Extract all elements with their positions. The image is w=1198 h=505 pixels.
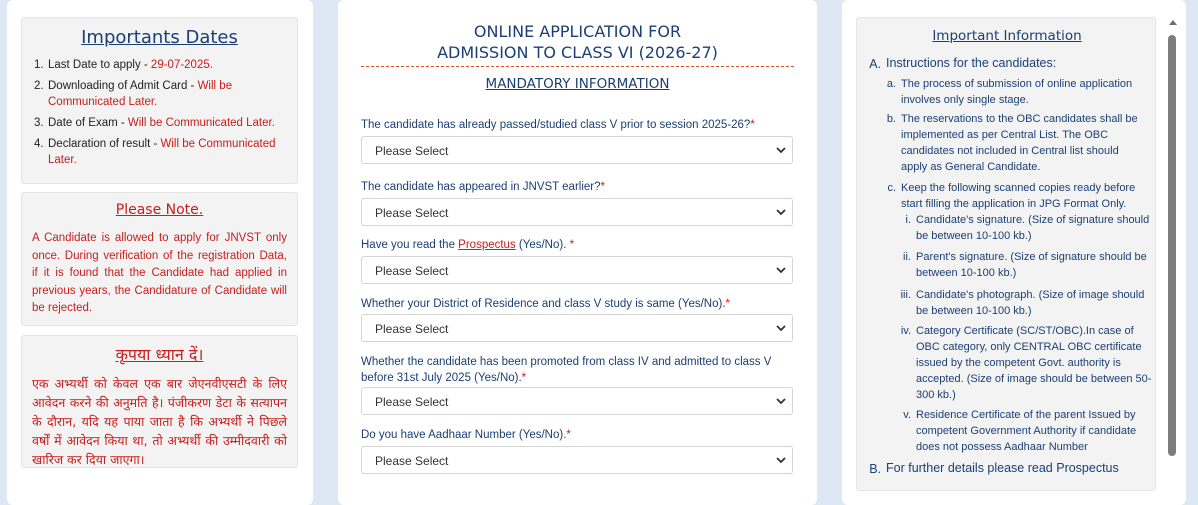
date-label: Date of Exam - <box>48 117 128 129</box>
date-value: Will be Communicated Later. <box>127 117 275 129</box>
question-text: The candidate has already passed/studied class V prior to session 2025-26? <box>361 119 751 131</box>
question-text: Whether the candidate has been promoted from class IV and admitted to class V before 31st July 2025 (Yes/No). <box>361 356 772 384</box>
question-text: The candidate has appeared in JNVST earlier? <box>361 181 601 193</box>
select-aadhaar[interactable] <box>361 446 793 474</box>
list-number: 4. <box>34 138 44 150</box>
chevron-down-icon <box>775 206 787 218</box>
select-value: Please Select <box>375 206 449 220</box>
chevron-down-icon <box>775 144 787 156</box>
question-read-prospectus-label <box>361 237 781 253</box>
select-read-prospectus[interactable] <box>361 256 793 284</box>
left-panel <box>7 0 313 505</box>
text-line: candidates not included in Central list should <box>901 145 1119 157</box>
text-line: Residence Certificate of the parent Issued by <box>916 409 1136 421</box>
text-line: OBC category, only CENTRAL OBC certificate <box>916 341 1142 353</box>
important-dates-list <box>34 57 289 168</box>
important-dates-title: Importants Dates <box>81 27 238 48</box>
hindi-note-title: कृपया ध्यान दें। <box>115 345 204 364</box>
select-value: Please Select <box>375 264 449 278</box>
required-star: * <box>725 298 731 310</box>
text-line: Candidate's photograph. (Size of image should <box>916 289 1145 301</box>
question-aadhaar-label <box>361 427 781 443</box>
question-appeared-jnvst-label <box>361 179 781 195</box>
item-v-mark: v. <box>903 409 911 421</box>
date-value: Will be Communicated Later. <box>48 138 276 166</box>
chevron-down-icon <box>775 322 787 334</box>
required-star: * <box>600 181 606 193</box>
item-a-mark: a. <box>886 78 896 90</box>
text-line: The process of submission of online application <box>901 78 1133 90</box>
hindi-note-text: एक अभ्यर्थी को केवल एक बार जेएनवीएसटी के लिए आवेदन करने की अनुमति है। पंजीकरण डेटा के सत्यापन के दौरान, यदि यह पाया जाता है कि अभ्यर्थी ने पिछले वर्षों में आवेदन किया था, तो अभ्यर्थी की उम्मीदवारी को खारिज कर दिया जाएगा। <box>32 376 287 467</box>
please-note-box <box>21 192 298 326</box>
important-information-panel <box>842 0 1186 505</box>
required-star: * <box>521 372 527 384</box>
chevron-down-icon <box>775 454 787 466</box>
date-value: Will be Communicated Later. <box>48 80 233 108</box>
item-v-text <box>916 407 1156 455</box>
text-line: be between 10-100 kb.) <box>916 305 1032 317</box>
select-district-same[interactable] <box>361 314 793 342</box>
text-line: start filling the application in JPG Format Only. <box>901 198 1127 210</box>
mandatory-information-title: MANDATORY INFORMATION <box>485 76 670 92</box>
select-value: Please Select <box>375 322 449 336</box>
item-b-mark: b. <box>886 113 896 125</box>
select-value: Please Select <box>375 454 449 468</box>
list-number: 2. <box>34 80 44 92</box>
question-text: (Yes/No). <box>515 239 570 251</box>
date-item-result <box>34 136 289 168</box>
select-promoted-class-iv[interactable] <box>361 387 793 415</box>
question-district-same-label <box>361 296 781 312</box>
item-i-text <box>916 212 1156 244</box>
text-line: Keep the following scanned copies ready before <box>901 182 1136 194</box>
application-form-panel <box>338 0 817 505</box>
form-title <box>338 21 817 63</box>
text-line: apply as General Candidate. <box>901 161 1041 173</box>
item-a-text <box>901 76 1153 108</box>
important-dates-box <box>21 17 298 184</box>
item-i-mark: i. <box>905 214 911 226</box>
text-line: between 10-100 kb.) <box>916 267 1017 279</box>
item-c-text <box>901 180 1153 212</box>
date-value: 29-07-2025. <box>150 59 213 71</box>
select-appeared-jnvst[interactable] <box>361 198 793 226</box>
date-label: Declaration of result - <box>48 138 161 150</box>
select-value: Please Select <box>375 395 449 409</box>
item-ii-mark: ii. <box>903 251 911 263</box>
date-item-admit-card <box>34 78 289 110</box>
section-b-mark: B. <box>869 462 881 476</box>
form-title-line-1: ONLINE APPLICATION FOR <box>473 22 682 41</box>
select-passed-class-v[interactable] <box>361 136 793 164</box>
chevron-down-icon <box>775 395 787 407</box>
please-note-text: A Candidate is allowed to apply for JNVST only once. During verification of the registration Data, if it is found that the Candidate had applied in previous years, the Candidature of Candidate will be rejected. <box>32 232 287 314</box>
question-passed-class-v-label <box>361 117 781 133</box>
section-a-title: Instructions for the candidates: <box>886 56 1057 70</box>
important-information-title: Important Information <box>932 28 1082 44</box>
item-iii-mark: iii. <box>900 289 911 301</box>
item-iv-mark: iv. <box>900 325 911 337</box>
important-information-box <box>856 17 1156 491</box>
text-line: be between 10-100 kb.) <box>916 230 1032 242</box>
text-line: involves only single stage. <box>901 94 1029 106</box>
date-item-last-date <box>34 57 289 73</box>
select-value: Please Select <box>375 144 449 158</box>
text-line: The reservations to the OBC candidates shall be <box>901 113 1138 125</box>
list-number: 1. <box>34 59 44 71</box>
text-line: Category Certificate (SC/ST/OBC).In case of <box>916 325 1134 337</box>
question-text: Whether your District of Residence and class V study is same (Yes/No). <box>361 298 726 310</box>
list-number: 3. <box>34 117 44 129</box>
section-b-title: For further details please read Prospectus <box>886 461 1119 475</box>
text-line: 300 kb.) <box>916 389 956 401</box>
item-b-text <box>901 111 1153 175</box>
text-line: issued by the competent Govt. authority is <box>916 357 1121 369</box>
text-line: implemented as per Central List. The OBC <box>901 129 1109 141</box>
item-iv-text <box>916 323 1156 403</box>
date-item-exam <box>34 115 289 131</box>
date-label: Downloading of Admit Card - <box>48 80 198 92</box>
hindi-note-box <box>21 335 298 468</box>
please-note-title: Please Note. <box>115 202 204 218</box>
question-promoted-class-iv-label <box>361 354 781 386</box>
text-line: Parent's signature. (Size of signature should be <box>916 251 1147 263</box>
scroll-up-arrow-icon[interactable] <box>1168 18 1178 26</box>
chevron-down-icon <box>775 264 787 276</box>
scrollbar-thumb[interactable] <box>1168 35 1176 456</box>
item-c-mark: c. <box>887 182 896 194</box>
date-label: Last Date to apply - <box>48 59 151 71</box>
text-line: Candidate's signature. (Size of signature should <box>916 214 1150 226</box>
prospectus-link[interactable]: Prospectus <box>458 239 516 251</box>
required-star: * <box>569 239 575 251</box>
required-star: * <box>566 429 571 441</box>
required-star: * <box>750 119 755 131</box>
question-text: Do you have Aadhaar Number (Yes/No). <box>361 429 567 441</box>
text-line: competent Government Authority if candidate <box>916 425 1137 437</box>
item-iii-text <box>916 287 1156 319</box>
item-ii-text <box>916 249 1156 281</box>
title-divider <box>361 66 794 67</box>
text-line: does not possess Aadhaar Number <box>916 441 1088 453</box>
text-line: accepted. (Size of image should be between 50- <box>916 373 1152 385</box>
section-a-mark: A. <box>869 57 881 71</box>
question-text: Have you read the <box>361 239 459 251</box>
form-title-line-2: ADMISSION TO CLASS VI (2026-27) <box>437 43 718 62</box>
